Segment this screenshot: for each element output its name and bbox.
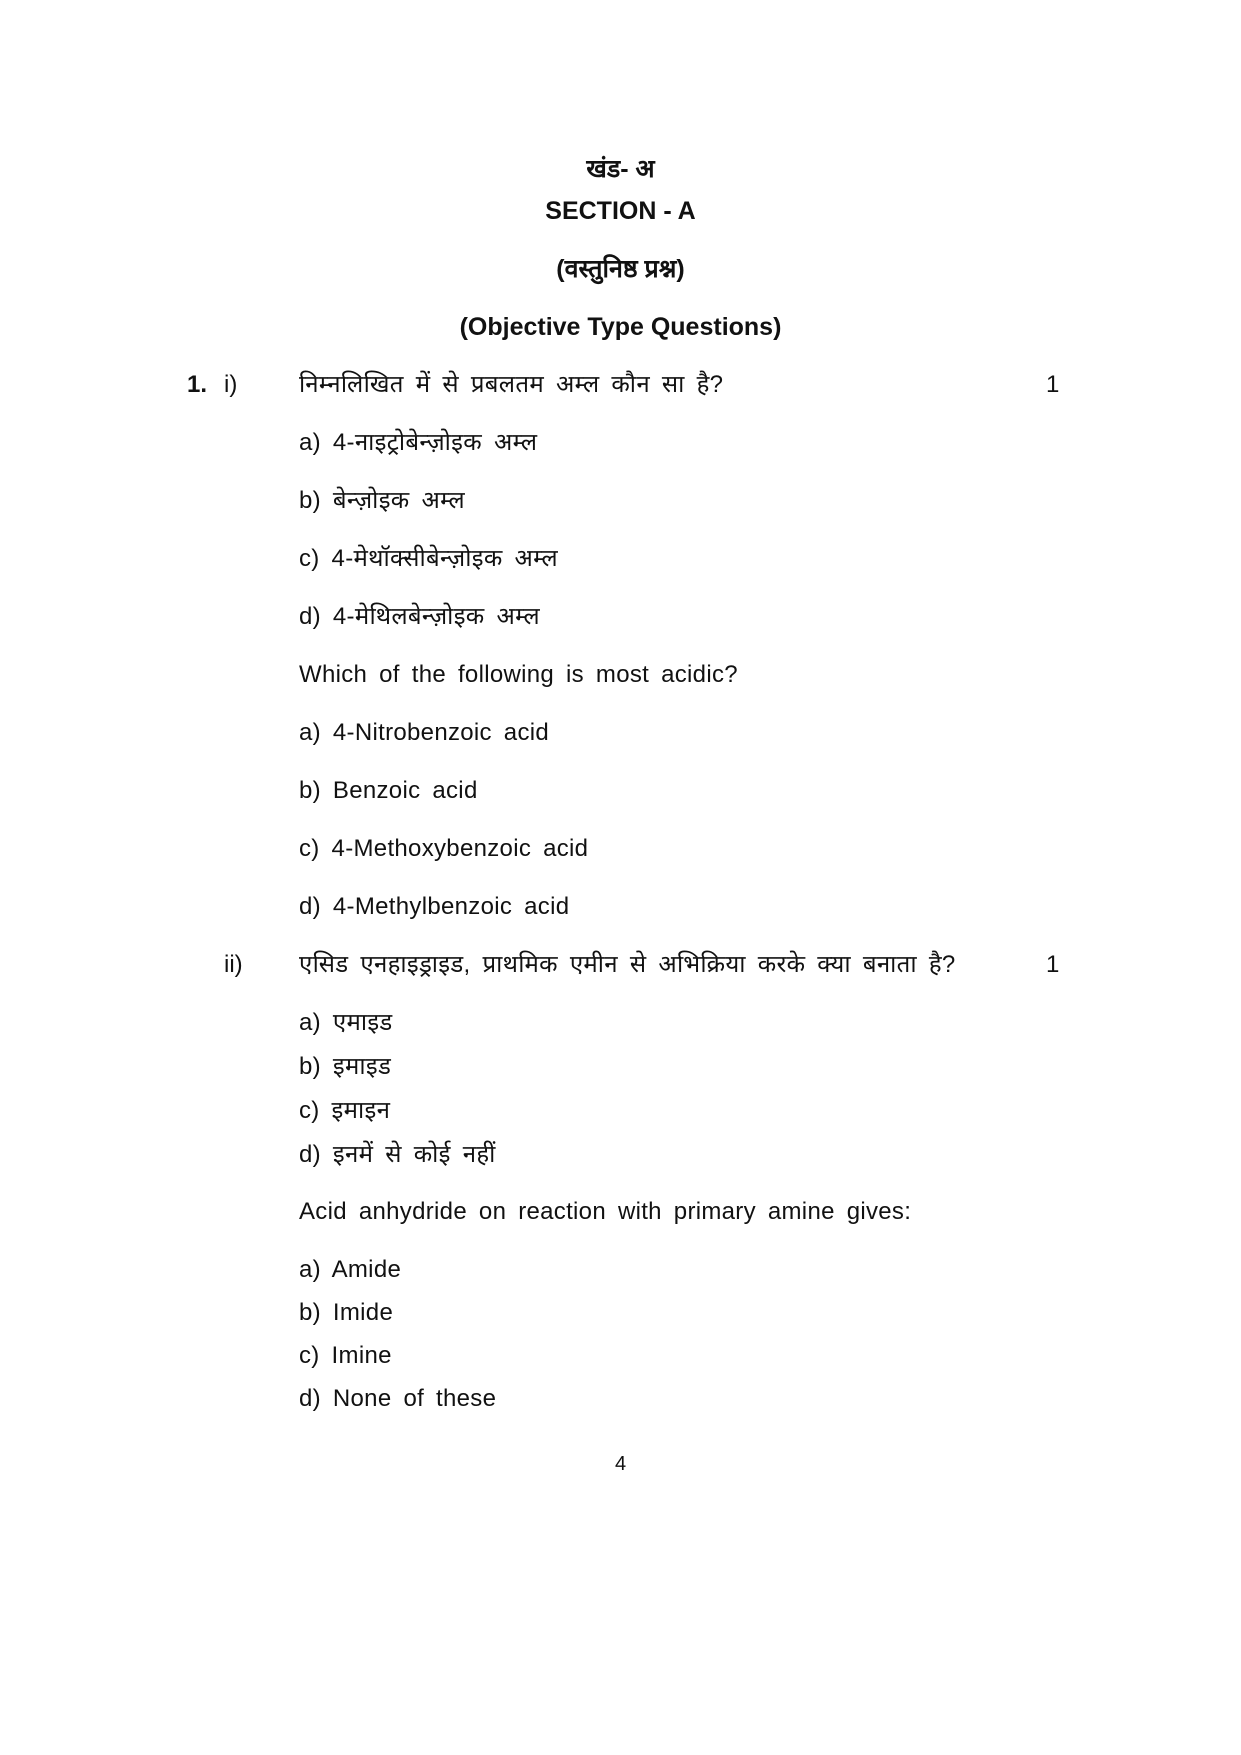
question-i-marks: 1 xyxy=(1046,371,1060,398)
subquestion-label-i: i) xyxy=(224,371,238,398)
question-number: 1. xyxy=(187,371,208,398)
option-i-hindi-d: d) 4-मेथिलबेन्ज़ोइक अम्ल xyxy=(299,603,540,630)
option-i-english-d: d) 4-Methylbenzoic acid xyxy=(299,893,570,920)
question-ii-marks: 1 xyxy=(1046,951,1060,978)
option-i-hindi-a: a) 4-नाइट्रोबेन्ज़ोइक अम्ल xyxy=(299,429,538,456)
option-ii-hindi-b: b) इमाइड xyxy=(299,1053,392,1080)
option-i-hindi-b: b) बेन्ज़ोइक अम्ल xyxy=(299,487,465,514)
option-i-english-c: c) 4-Methoxybenzoic acid xyxy=(299,835,589,862)
option-i-hindi-c: c) 4-मेथॉक्सीबेन्ज़ोइक अम्ल xyxy=(299,545,558,572)
question-i-english: Which of the following is most acidic? xyxy=(299,661,738,688)
option-ii-english-a: a) Amide xyxy=(299,1256,402,1283)
option-ii-english-b: b) Imide xyxy=(299,1299,394,1326)
page-number: 4 xyxy=(614,1453,627,1475)
option-ii-hindi-d: d) इनमें से कोई नहीं xyxy=(299,1141,496,1168)
option-ii-english-d: d) None of these xyxy=(299,1385,497,1412)
option-ii-hindi-a: a) एमाइड xyxy=(299,1009,393,1036)
option-ii-hindi-c: c) इमाइन xyxy=(299,1097,391,1124)
question-type-english: (Objective Type Questions) xyxy=(459,313,782,341)
question-i-hindi: निम्नलिखित में से प्रबलतम अम्ल कौन सा है? xyxy=(299,371,724,398)
subquestion-label-ii: ii) xyxy=(224,951,243,978)
option-i-english-a: a) 4-Nitrobenzoic acid xyxy=(299,719,550,746)
question-type-hindi: (वस्तुनिष्ठ प्रश्न) xyxy=(556,255,685,283)
question-ii-hindi: एसिड एनहाइड्राइड, प्राथमिक एमीन से अभिक्रिया करके क्या बनाता है? xyxy=(299,951,956,978)
section-title-hindi: खंड- अ xyxy=(586,155,655,183)
section-title-english: SECTION - A xyxy=(545,197,696,225)
question-ii-english: Acid anhydride on reaction with primary amine gives: xyxy=(299,1198,912,1225)
option-ii-english-c: c) Imine xyxy=(299,1342,392,1369)
option-i-english-b: b) Benzoic acid xyxy=(299,777,478,804)
